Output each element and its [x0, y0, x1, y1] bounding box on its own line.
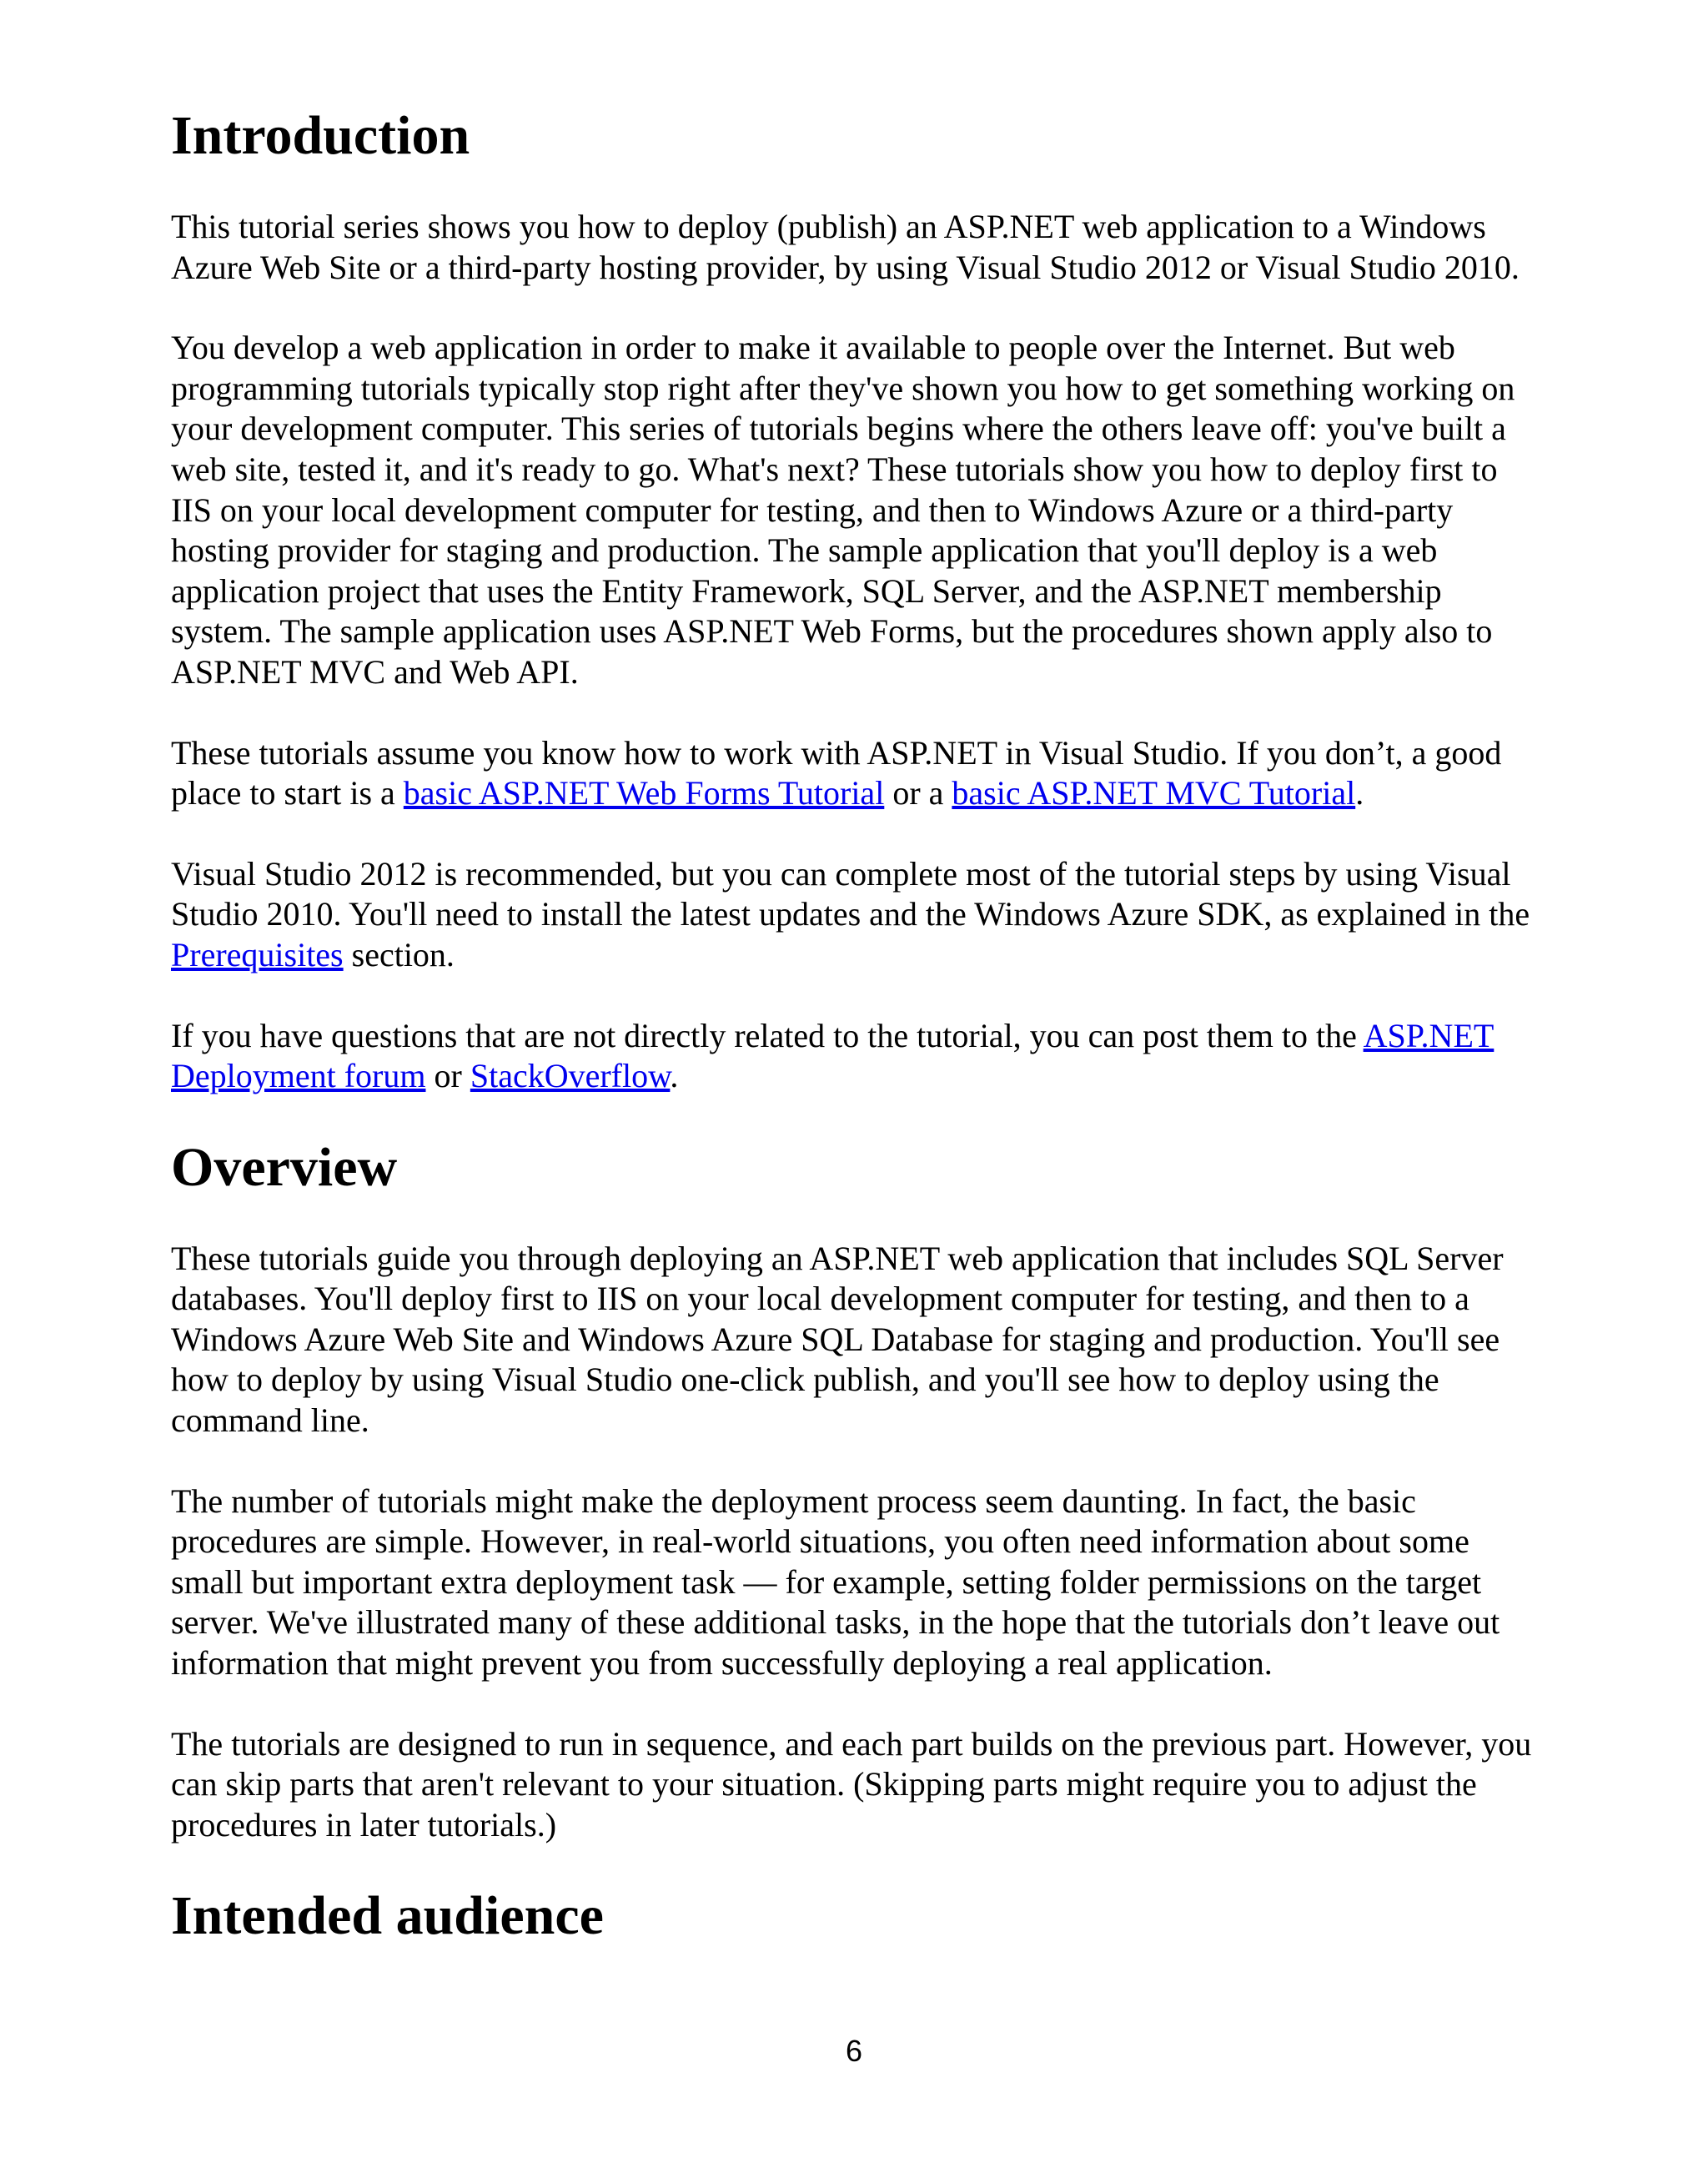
link-webforms-tutorial[interactable]: basic ASP.NET Web Forms Tutorial	[403, 774, 885, 812]
page-content	[171, 98, 1539, 1987]
intro-p5-text-a: If you have questions that are not directly related to the tutorial, you can post them to the	[171, 1016, 1364, 1054]
overview-paragraph-3: The tutorials are designed to run in sequence, and each part builds on the previous part. However, you can skip parts that aren't relevant to your situation. (Skipping parts might require you to adjust the procedures in later tutorials.)	[171, 1724, 1532, 1844]
intro-p3-text-c: .	[1355, 774, 1364, 812]
overview-paragraph-1: These tutorials guide you through deploying an ASP.NET web application that includes SQL Server databases. You'll deploy first to IIS on your local development computer for testing, and then to a Windows Azure Web Site and Windows Azure SQL Database for staging and production. You'll see how to deploy by using Visual Studio one-click publish, and you'll see how to deploy using the command line.	[171, 1239, 1504, 1440]
intro-paragraph-1: This tutorial series shows you how to deploy (publish) an ASP.NET web application to a Windows Azure Web Site or a third-party hosting provider, by using Visual Studio 2012 or Visual Studio 2010.	[171, 208, 1520, 286]
intro-p3-text-a: These tutorials assume you know how to work with ASP.NET in Visual Studio. If you don’t, a good place to start is a	[171, 733, 1502, 812]
intro-paragraph-2: You develop a web application in order to make it available to people over the Internet. But web programming tutorials typically stop right after they've shown you how to get something working on your development computer. This series of tutorials begins where the others leave off: you've built a web site, tested it, and it's ready to go. What's next? These tutorials show you how to deploy first to IIS on your local development computer for testing, and then to Windows Azure or a third-party hosting provider for staging and production. The sample application that you'll deploy is a web application project that uses the Entity Framework, SQL Server, and the ASP.NET membership system. The sample application uses ASP.NET Web Forms, but the procedures shown apply also to ASP.NET MVC and Web API.	[171, 329, 1515, 691]
overview-paragraph-2: The number of tutorials might make the deployment process seem daunting. In fact, the basic procedures are simple. However, in real-world situations, you often need information about some small but important extra deployment task — for example, setting folder permissions on the target server. We've illustrated many of these additional tasks, in the hope that the tutorials don’t leave out information that might prevent you from successfully deploying a real application.	[171, 1481, 1500, 1683]
intro-p3-text-b: or a	[884, 774, 952, 812]
heading-introduction: Introduction	[171, 105, 470, 166]
link-prerequisites[interactable]: Prerequisites	[171, 935, 344, 973]
intro-p4-text-b: section.	[343, 935, 455, 973]
page-number: 6	[845, 2034, 863, 2068]
intro-paragraph-4	[171, 854, 1539, 976]
intro-paragraph-5	[171, 1016, 1539, 1097]
intro-p5-text-c: .	[670, 1057, 679, 1095]
intro-p4-text-a: Visual Studio 2012 is recommended, but you can complete most of the tutorial steps by using Visual Studio 2010. You'll need to install the latest updates and the Windows Azure SDK, as explained in the	[171, 854, 1530, 933]
link-deployment-forum[interactable]: ASP.NET Deployment forum	[171, 1016, 1494, 1095]
intro-p5-text-b: or	[425, 1057, 470, 1095]
heading-intended-audience: Intended audience	[171, 1885, 604, 1947]
link-stackoverflow[interactable]: StackOverflow	[470, 1057, 671, 1095]
heading-overview: Overview	[171, 1136, 398, 1198]
intro-paragraph-3	[171, 733, 1539, 814]
link-mvc-tutorial[interactable]: basic ASP.NET MVC Tutorial	[952, 774, 1356, 812]
